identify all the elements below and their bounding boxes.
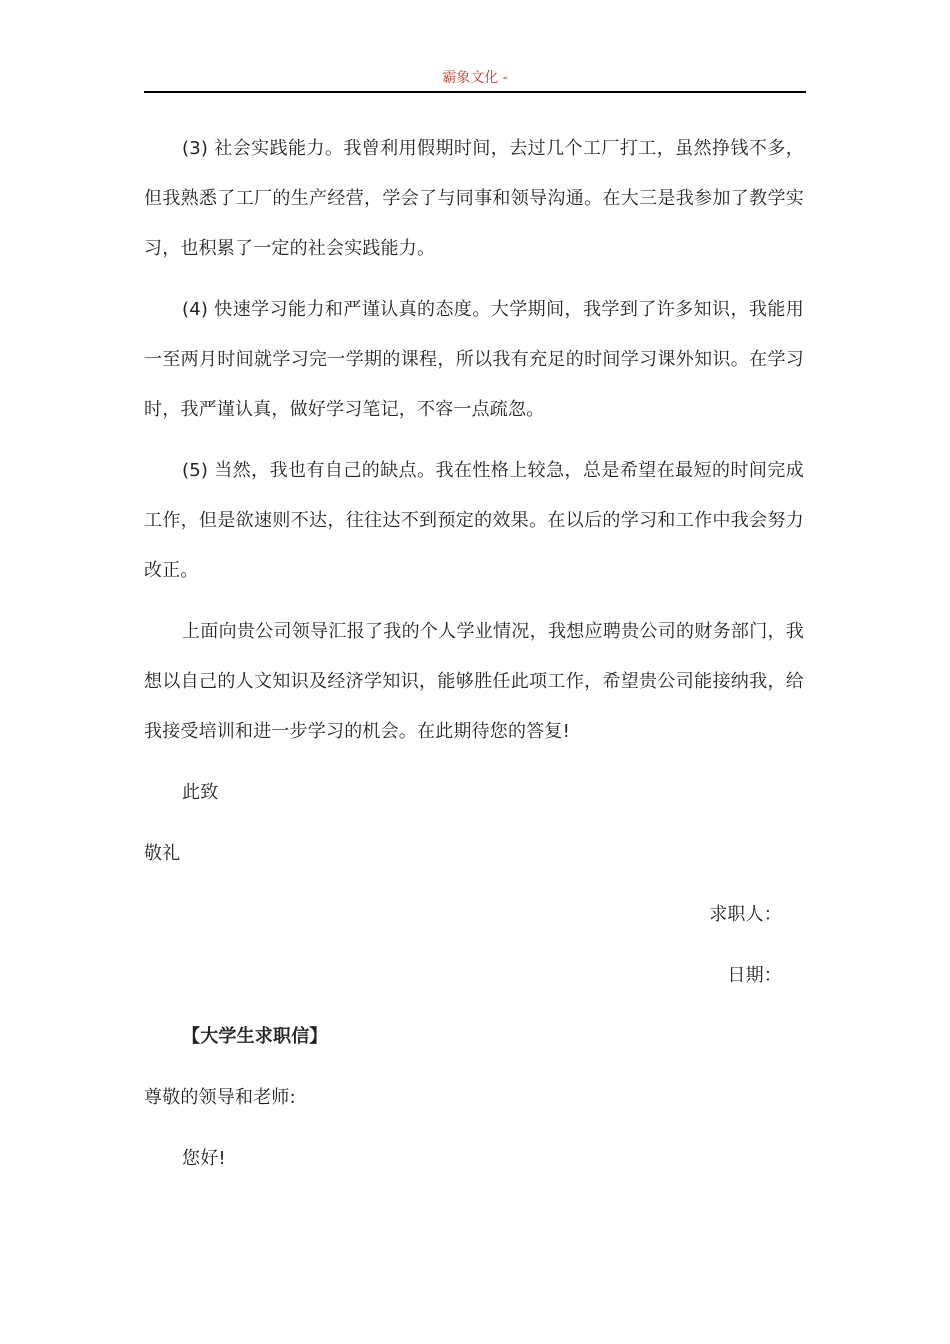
- date-line: 日期：: [727, 965, 782, 986]
- closing-line-1: 此致: [182, 782, 219, 803]
- header-title: 霸象文化 -: [442, 70, 508, 86]
- paragraph-summary: 上面向贵公司领导汇报了我的个人学业情况，我想应聘贵公司的财务部门，我想以自己的人文知识及经济学知识，能够胜任此项工作，希望贵公司能接纳我，给我接受培训和进一步学习的机会。在此期待您的答复!: [144, 621, 804, 742]
- closing-line-2: 敬礼: [144, 843, 181, 864]
- document-body: [144, 124, 804, 1195]
- page-header: [144, 66, 806, 93]
- applicant-signature: 求职人：: [709, 904, 782, 925]
- greeting: 您好!: [182, 1148, 226, 1169]
- section-title: 【大学生求职信】: [182, 1026, 328, 1047]
- paragraph-shortcomings: (5) 当然，我也有自己的缺点。我在性格上较急，总是希望在最短的时间完成工作，但是欲速则不达，往往达不到预定的效果。在以后的学习和工作中我会努力改正。: [144, 460, 804, 581]
- paragraph-social-practice: (3) 社会实践能力。我曾利用假期时间，去过几个工厂打工，虽然挣钱不多，但我熟悉了工厂的生产经营，学会了与同事和领导沟通。在大三是我参加了教学实习，也积累了一定的社会实践能力。: [144, 138, 804, 259]
- salutation: 尊敬的领导和老师:: [144, 1087, 296, 1108]
- paragraph-learning-ability: (4) 快速学习能力和严谨认真的态度。大学期间，我学到了许多知识，我能用一至两月时间就学习完一学期的课程，所以我有充足的时间学习课外知识。在学习时，我严谨认真，做好学习笔记，不容一点疏忽。: [144, 299, 804, 420]
